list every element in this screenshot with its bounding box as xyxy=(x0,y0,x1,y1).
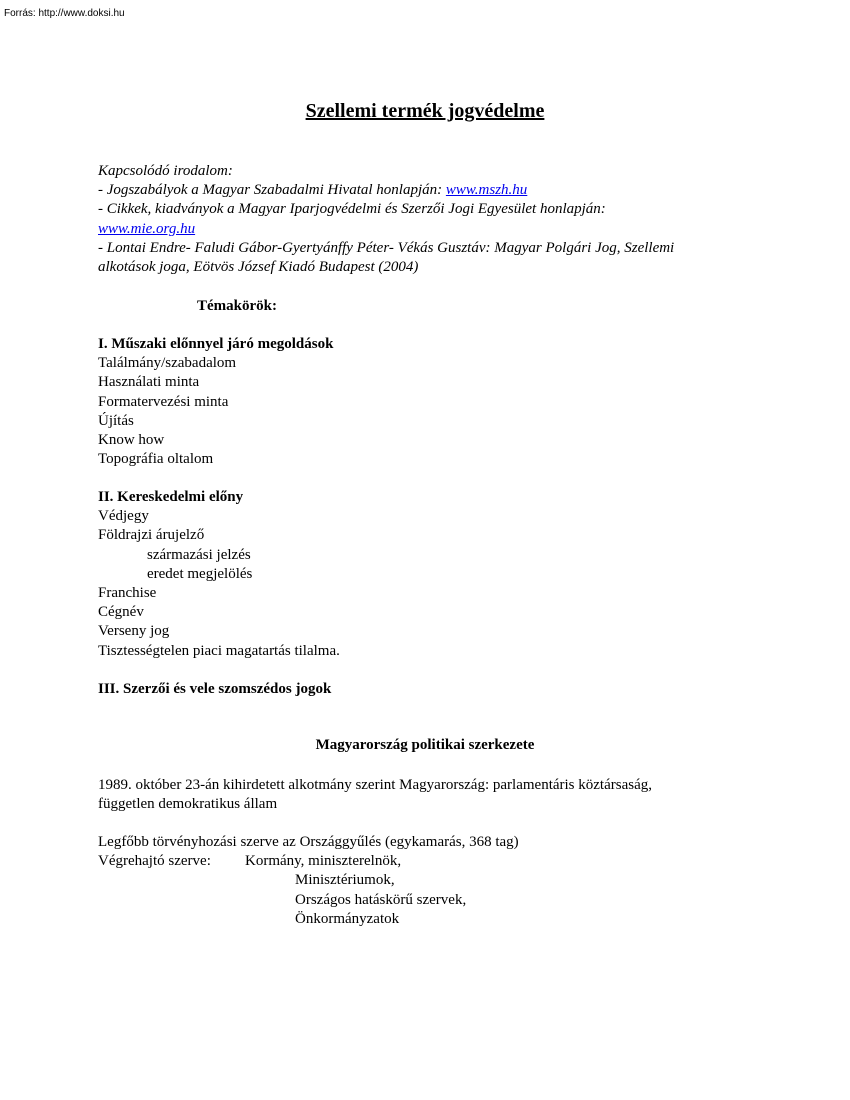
legislative-line: Legfőbb törvényhozási szerve az Országgyűlés (egykamarás, 368 tag) xyxy=(98,834,519,850)
politics-organs xyxy=(98,833,778,929)
literature-item-3-line-1: - Lontai Endre- Faludi Gábor-Gyertyánffy Péter- Vékás Gusztáv: Magyar Polgári Jog, Szellemi xyxy=(98,239,675,256)
section-2-heading: II. Kereskedelmi előny xyxy=(98,489,244,505)
mszh-link[interactable]: www.mszh.hu xyxy=(445,182,528,199)
literature-item-3-line-2: alkotások joga, Eötvös József Kiadó Budapest (2004) xyxy=(98,259,419,276)
politics-heading: Magyarország politikai szerkezete xyxy=(315,737,535,753)
section-1-item: Használati minta xyxy=(98,374,200,391)
section-2 xyxy=(98,488,778,661)
page-title: Szellemi termék jogvédelme xyxy=(305,100,545,122)
section-2-item: Védjegy xyxy=(98,508,149,525)
literature-item-1-text: - Jogszabályok a Magyar Szabadalmi Hivatal honlapján: xyxy=(98,182,446,199)
section-1-item: Formatervezési minta xyxy=(98,393,229,410)
literature-item-2: - Cikkek, kiadványok a Magyar Iparjogvédelmi és Szerzői Jogi Egyesület honlapján: xyxy=(98,201,606,218)
politics-para-line-2: független demokratikus állam xyxy=(98,796,278,813)
section-1-item: Újítás xyxy=(98,412,134,429)
executive-line xyxy=(98,852,778,871)
section-2-item: Franchise xyxy=(98,585,157,602)
section-2-item: Tisztességtelen piaci magatartás tilalma. xyxy=(98,642,340,659)
section-2-item: Cégnév xyxy=(98,604,144,621)
literature-section xyxy=(98,162,778,277)
executive-label: Végrehajtó szerve: xyxy=(98,853,211,870)
section-2-subitem: származási jelzés xyxy=(147,546,251,563)
topics-heading: Témakörök: xyxy=(197,298,277,314)
mie-link[interactable]: www.mie.org.hu xyxy=(98,220,196,237)
executive-item: Országos hatáskörű szervek, xyxy=(295,891,467,908)
section-2-item: Földrajzi árujelző xyxy=(98,527,205,544)
literature-item-1 xyxy=(98,181,778,200)
section-1-item: Találmány/szabadalom xyxy=(98,355,237,372)
section-1 xyxy=(98,335,778,469)
section-3-heading: III. Szerzői és vele szomszédos jogok xyxy=(98,681,332,697)
executive-item: Kormány, miniszterelnök, xyxy=(245,853,402,870)
section-2-subitem: eredet megjelölés xyxy=(147,565,253,582)
politics-para-line-1: 1989. október 23-án kihirdetett alkotmány szerint Magyarország: parlamentáris köztársaság, xyxy=(98,777,652,793)
executive-item: Minisztériumok, xyxy=(295,872,395,889)
section-1-heading: I. Műszaki előnnyel járó megoldások xyxy=(98,336,334,352)
section-1-item: Know how xyxy=(98,432,165,449)
literature-heading: Kapcsolódó irodalom: xyxy=(98,163,233,179)
executive-item: Önkormányzatok xyxy=(295,910,400,927)
politics-paragraph xyxy=(98,776,778,814)
section-1-item: Topográfia oltalom xyxy=(98,451,214,468)
section-2-item: Verseny jog xyxy=(98,623,170,640)
source-label: Forrás: http://www.doksi.hu xyxy=(4,8,125,19)
